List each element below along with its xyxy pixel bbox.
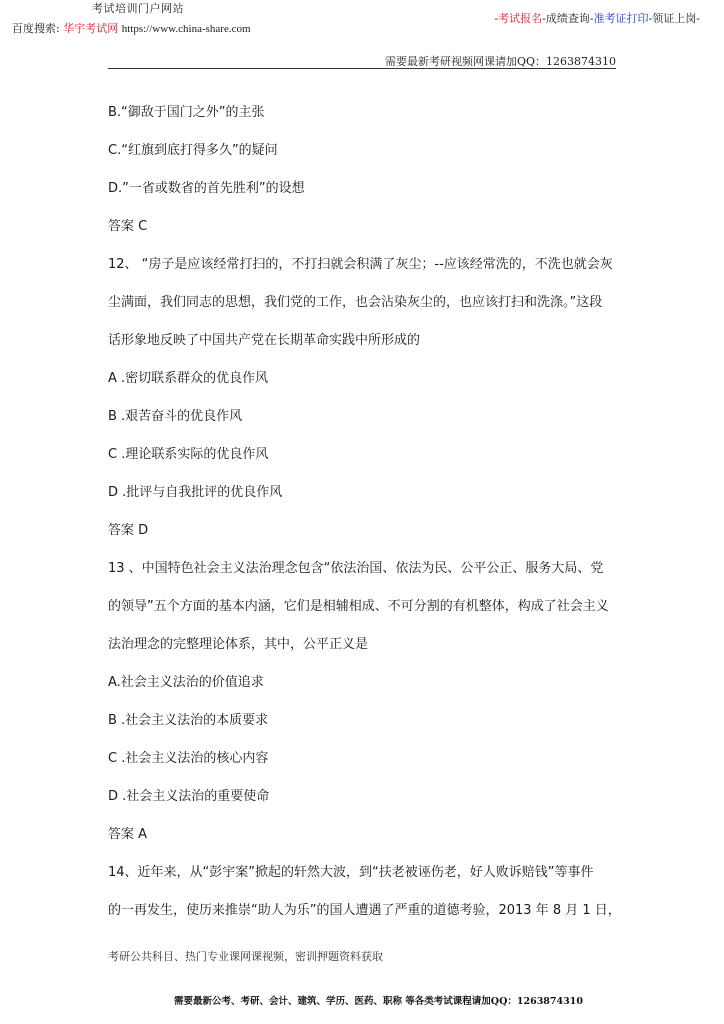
footer-qq-notice: 需要最新公考、考研、会计、建筑、学历、医药、职称 等各类考试课程请加QQ：1263874310 [174, 996, 583, 1007]
option-line: A.社会主义法治的价值追求 [108, 675, 264, 690]
option-line: B .艰苦奋斗的优良作风 [108, 409, 243, 424]
text-line: C.“红旗到底打得多久”的疑问 [108, 143, 278, 158]
nav-lead-dash: - [494, 12, 499, 25]
answer-line: 答案 A [108, 827, 148, 842]
option-line: A .密切联系群众的优良作风 [108, 371, 269, 386]
text-line: B.“御敌于国门之外”的主张 [108, 105, 265, 120]
answer-line: 答案 C [108, 219, 148, 234]
qq-notice: 需要最新考研视频网课请加QQ：1263874310 [384, 55, 616, 68]
site-url[interactable]: https://www.china-share.com [121, 23, 251, 35]
search-hint [12, 20, 251, 36]
question-line: 13 、中国特色社会主义法治理念包含“依法治国、依法为民、公平公正、服务大局、党 [108, 561, 604, 576]
question-line: 法治理念的完整理论体系，其中，公平正义是 [108, 637, 369, 652]
admission-print-link[interactable]: 准考证打印 [593, 12, 649, 25]
answer-line: 答案 D [108, 523, 149, 538]
document-body [108, 94, 621, 930]
question-line: 12、 “房子是应该经常打扫的，不打扫就会积满了灰尘；--应该经常洗的，不洗也就会灰 [108, 257, 613, 272]
footer-note: 考研公共科目、热门专业课网课视频，密训押题资料获取 [108, 950, 383, 963]
score-query-link[interactable]: -成绩查询- [542, 12, 594, 25]
header-divider [108, 68, 616, 69]
search-label: 百度搜索: [12, 22, 60, 35]
question-line: 话形象地反映了中国共产党在长期革命实践中所形成的 [108, 333, 421, 348]
question-line: 的领导”五个方面的基本内涵，它们是相辅相成、不可分割的有机整体，构成了社会主义 [108, 599, 609, 614]
option-line: C .社会主义法治的核心内容 [108, 751, 269, 766]
question-line: 尘满面，我们同志的思想，我们党的工作，也会沾染灰尘的，也应该打扫和洗涤。”这段 [108, 295, 603, 310]
header-nav-links [494, 10, 700, 26]
question-line: 的一再发生，使历来推崇“助人为乐”的国人遭遇了严重的道德考验，2013 年 8 月 1 日， [108, 903, 621, 918]
option-line: C .理论联系实际的优良作风 [108, 447, 269, 462]
exam-register-link[interactable]: 考试报名 [498, 12, 543, 25]
option-line: D .批评与自我批评的优良作风 [108, 485, 283, 500]
brand-name[interactable]: 华宇考试网 [63, 22, 119, 35]
site-title: 考试培训门户网站 [92, 2, 184, 15]
question-line: 14、近年来，从“彭宇案”掀起的轩然大波，到“扶老被诬伤老，好人败诉赔钱”等事件 [108, 865, 594, 880]
text-line: D.”一省或数省的首先胜利”的设想 [108, 181, 305, 196]
option-line: D .社会主义法治的重要使命 [108, 789, 270, 804]
cert-post-link[interactable]: -领证上岗- [648, 12, 700, 25]
option-line: B .社会主义法治的本质要求 [108, 713, 269, 728]
